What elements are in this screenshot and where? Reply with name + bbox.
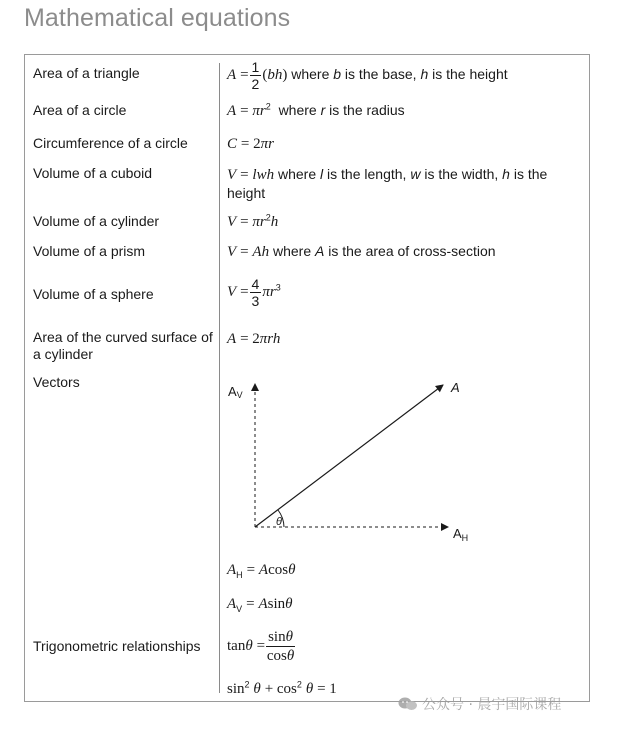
- label-volume-prism: Volume of a prism: [33, 243, 146, 259]
- wechat-icon: [398, 697, 418, 711]
- equation-volume-sphere: V = $\frac{4}{3}$ $\pi r^3$: [227, 276, 281, 309]
- label-circumference: Circumference of a circle: [33, 135, 188, 151]
- label-trig: Trigonometric relationships: [33, 638, 201, 654]
- watermark: [398, 694, 561, 714]
- equation-volume-cylinder: $V = \pi r^2h$: [227, 212, 279, 230]
- angle-label: θ: [276, 516, 282, 528]
- equation-area-circle: $A = \pi r^2$ where r is the radius: [227, 101, 405, 119]
- equation-circumference: C = 2πr: [227, 136, 274, 152]
- equation-volume-prism: V = Ah where A is the area of cross-section: [227, 243, 496, 260]
- equation-curved-surface: A = 2πrh: [227, 331, 281, 347]
- horizontal-component-label: $A_H$: [453, 526, 469, 543]
- resultant-vector-label: A: [451, 380, 460, 395]
- equation-vertical-component: $A_V = Asin\theta$: [227, 596, 293, 614]
- label-area-triangle: Area of a triangle: [33, 65, 140, 81]
- label-volume-cuboid: Volume of a cuboid: [33, 165, 153, 181]
- equation-volume-cuboid: V = lwh where l is the length, w is the width, h is the height: [227, 166, 548, 201]
- label-area-circle: Area of a circle: [33, 102, 127, 118]
- equation-area-triangle: A = $\frac{1}{2}$ (bh) where b is the base, h is the height: [227, 59, 508, 92]
- label-volume-cylinder: Volume of a cylinder: [33, 213, 160, 229]
- vector-diagram: [220, 370, 500, 550]
- page-title: Mathematical equations: [24, 4, 291, 32]
- equation-horizontal-component: $A_H = Acos\theta$: [227, 562, 296, 580]
- watermark-text: 公众号 · 晨宇国际课程: [422, 697, 562, 713]
- equation-tangent: tanθ = $\frac{\sin\theta}{\cos\theta}$: [227, 629, 295, 664]
- equation-pythagorean-identity: $\sin^2 \theta + \cos^2 \theta = 1$: [227, 679, 337, 697]
- resultant-vector-arrow: [255, 385, 443, 527]
- label-volume-sphere: Volume of a sphere: [33, 286, 154, 302]
- label-curved-surface: Area of the curved surface of a cylinder: [33, 329, 213, 362]
- vertical-component-label: AV: [228, 384, 243, 400]
- label-vectors: Vectors: [33, 374, 80, 390]
